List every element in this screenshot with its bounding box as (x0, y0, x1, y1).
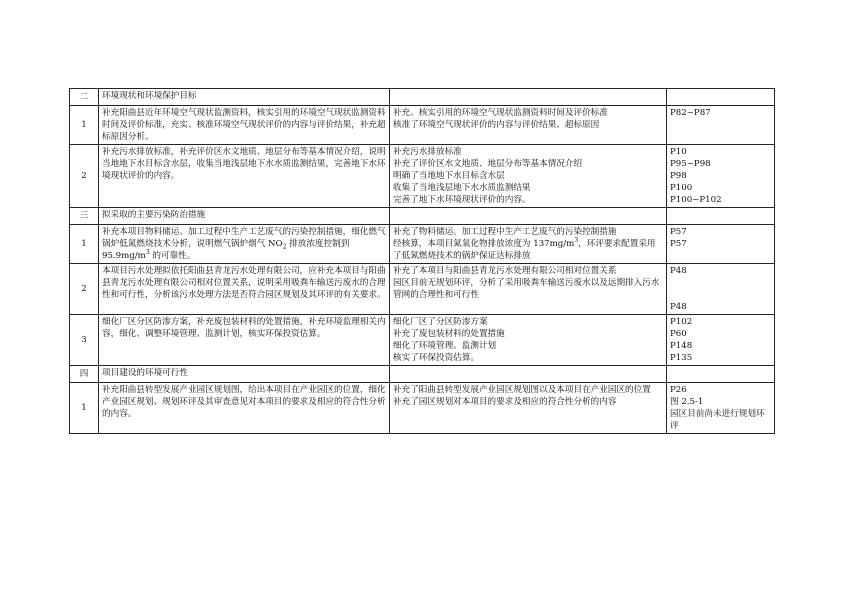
table-row (70, 145, 775, 208)
table-row (70, 264, 775, 315)
empty-cell (390, 208, 667, 225)
review-requirement: 补充污水排放标准，补充评价区水文地质、地层分布等基本情况介绍，说明当地地下水目标含水层，收集当地浅层地下水水质监测结果，完善地下水环境现状评价的内容。 (99, 145, 390, 208)
page-reference: P102 P60 P148 P135 (667, 315, 775, 366)
page-reference: P10 P95~P98 P98 P100 P100~P102 (667, 145, 775, 208)
table-row (70, 315, 775, 366)
review-requirement: 本项目污水处理拟依托阳曲县青龙污水处理有限公司，应补充本项目与阳曲县青龙污水处理有限公司相对位置关系，说明采用吸粪车输送污废水的合理性和可行性，分析该污水处理方法是否符合园区规划及其环评的有关要求。 (99, 264, 390, 315)
table-row (70, 225, 775, 264)
section-row-feasibility (70, 366, 775, 383)
revision-response: 补充污水排放标准 补充了评价区水文地质、地层分布等基本情况介绍 明确了当地地下水目标含水层 收集了当地浅层地下水水质监测结果 完善了地下水环境现状评价的内容。 (390, 145, 667, 208)
empty-cell (667, 366, 775, 383)
page-reference: P26 图 2.5-1 园区目前尚未进行规划环评 (667, 383, 775, 434)
item-number: 1 (70, 383, 99, 434)
section-number: 二 (70, 89, 99, 106)
section-title: 项目建设的环境可行性 (99, 366, 390, 383)
review-requirement: 细化厂区分区防渗方案，补充废包装材料的处置措施，补充环境监理相关内容，细化、调整环境管理、监测计划，核实环保投资估算。 (99, 315, 390, 366)
item-number: 3 (70, 315, 99, 366)
section-row-environment-status (70, 89, 775, 106)
item-number: 1 (70, 106, 99, 145)
section-title: 环境现状和环境保护目标 (99, 89, 390, 106)
section-row-pollution-control (70, 208, 775, 225)
table-row (70, 383, 775, 434)
page-reference: P48 P48 (667, 264, 775, 315)
revision-response: 补充了本项目与阳曲县青龙污水处理有限公司相对位置关系 园区目前无规划环评，分析了采用吸粪车输送污废水以及远期排入污水管网的合理性和可行性 (390, 264, 667, 315)
empty-cell (390, 366, 667, 383)
revision-response: 补充、核实引用的环境空气现状监测资料时间及评价标准 核准了环境空气现状评价的内容与评价结果、超标原因 (390, 106, 667, 145)
item-number: 2 (70, 264, 99, 315)
page-reference: P57 P57 (667, 225, 775, 264)
page-reference: P82~P87 (667, 106, 775, 145)
review-requirement: 补充阳曲县近年环境空气现状监测资料，核实引用的环境空气现状监测资料时间及评价标准，充实、核准环境空气现状评价的内容与评价结果，补充超标原因分析。 (99, 106, 390, 145)
revision-response: 补充了物料储运、加工过程中生产工艺废气的污染控制措施 经核算，本项目氮氧化物排放浓度为 $137mg/m^3$，环评要求配置采用了低氮燃烧技术的锅炉保证达标排放 (390, 225, 667, 264)
revision-response: 细化厂区了分区防渗方案 补充了废包装材料的处置措施 细化了环境管理、监测计划 核实了环保投资估算。 (390, 315, 667, 366)
revision-response: 补充了阳曲县转型发展产业园区规划图以及本项目在产业园区的位置 补充了园区规划对本项目的要求及相应的符合性分析的内容 (390, 383, 667, 434)
empty-cell (667, 208, 775, 225)
section-number: 四 (70, 366, 99, 383)
section-number: 三 (70, 208, 99, 225)
review-requirement: 补充阳曲县转型发展产业园区规划图，给出本项目在产业园区的位置，细化产业园区规划、规划环评及其审查意见对本项目的要求及相应的符合性分析的内容。 (99, 383, 390, 434)
item-number: 2 (70, 145, 99, 208)
review-requirement: 补充本项目物料储运、加工过程中生产工艺废气的污染控制措施，细化燃气锅炉低氮燃烧技术分析，说明燃气锅炉烟气 $NO_2$ 排放浓度控制到 $95.9mg/m^3$ 的可靠性。 (99, 225, 390, 264)
empty-cell (667, 89, 775, 106)
empty-cell (390, 89, 667, 106)
review-response-table (69, 88, 775, 434)
section-title: 拟采取的主要污染防治措施 (99, 208, 390, 225)
table-row (70, 106, 775, 145)
item-number: 1 (70, 225, 99, 264)
